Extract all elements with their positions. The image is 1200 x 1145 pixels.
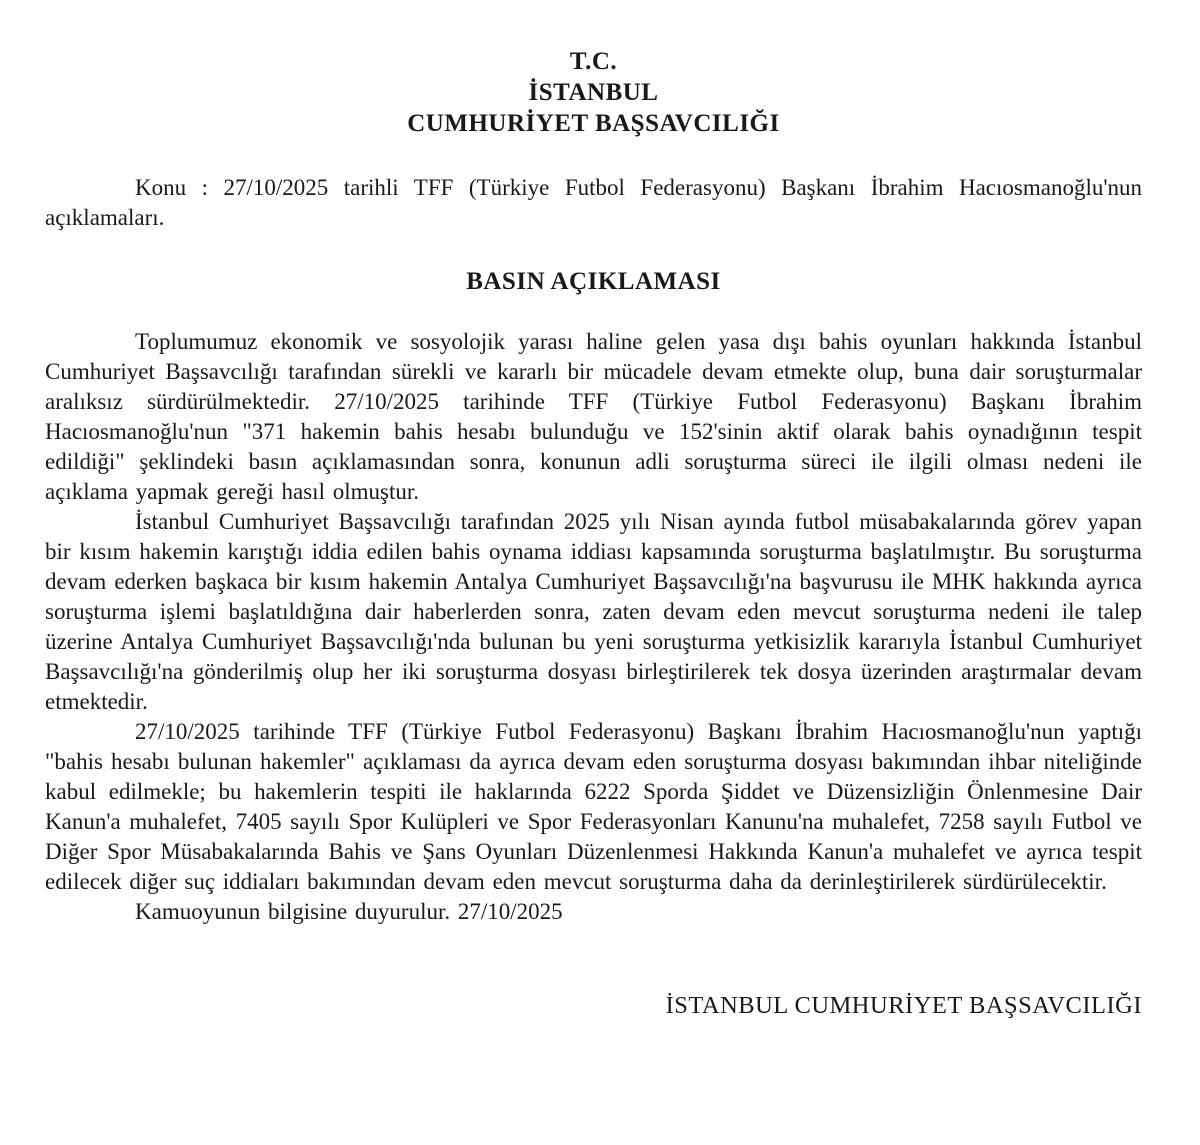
letterhead-line-republic: T.C. (569, 48, 618, 75)
signature-block: İSTANBUL CUMHURİYET BAŞSAVCILIĞI (665, 992, 1142, 1019)
letterhead-line-office: CUMHURİYET BAŞSAVCILIĞI (407, 110, 780, 137)
paragraph-2: İstanbul Cumhuriyet Başsavcılığı tarafından 2025 yılı Nisan ayında futbol müsabakalarında görev yapan bir kısım hakemin karıştığı iddia edilen bahis oynama iddiası kapsamında soruşturma başlatılmıştır. Bu soruşturma devam ederken başkaca bir kısım hakemin Antalya Cumhuriyet Başsavcılığı'na başvurusu ile MHK hakkında ayrıca soruşturma işlemi başlatıldığına dair haberlerden sonra, zaten devam eden mevcut soruşturma nedeni ile talep üzerine Antalya Cumhuriyet Başsavcılığı'nda bulunan bu yeni soruşturma yetkisizlik kararıyla İstanbul Cumhuriyet Başsavcılığı'na gönderilmiş olup her iki soruşturma dosyası birleştirilerek tek dosya üzerinden araştırmalar devam etmektedir. (45, 509, 1142, 714)
document-title: BASIN AÇIKLAMASI (466, 268, 721, 295)
subject-line: Konu : 27/10/2025 tarihli TFF (Türkiye Futbol Federasyonu) Başkanı İbrahim Hacıosmanoğlu'nun açıklamaları. (45, 175, 1142, 230)
letterhead (45, 46, 1142, 139)
paragraph-3: 27/10/2025 tarihinde TFF (Türkiye Futbol Federasyonu) Başkanı İbrahim Hacıosmanoğlu'nun yaptığı "bahis hesabı bulunan hakemler" açıklaması da ayrıca devam eden soruşturma dosyası bakımından ihbar niteliğinde kabul edilmekle; bu hakemlerin tespiti ile haklarında 6222 Sporda Şiddet ve Düzensizliğin Önlenmesine Dair Kanun'a muhalefet, 7405 sayılı Spor Kulüpleri ve Spor Federasyonları Kanunu'na muhalefet, 7258 sayılı Futbol ve Diğer Spor Müsabakalarında Bahis ve Şans Oyunları Düzenlenmesi Hakkında Kanun'a muhalefet ve ayrıca tespit edilecek diğer suç iddiaları bakımından devam eden mevcut soruşturma daha da derinleştirilerek sürdürülecektir. (45, 719, 1142, 894)
closing-line: Kamuoyunun bilgisine duyurulur. 27/10/2025 (135, 899, 563, 924)
letterhead-line-city: İSTANBUL (528, 79, 659, 106)
paragraph-1: Toplumumuz ekonomik ve sosyolojik yarası haline gelen yasa dışı bahis oyunları hakkında İstanbul Cumhuriyet Başsavcılığı tarafından sürekli ve kararlı bir mücadele devam etmekte olup, buna dair soruşturmalar aralıksız sürdürülmektedir. 27/10/2025 tarihinde TFF (Türkiye Futbol Federasyonu) Başkanı İbrahim Hacıosmanoğlu'nun "371 hakemin bahis hesabı bulunduğu ve 152'sinin aktif olarak bahis oynadığının tespit edildiği" şeklindeki basın açıklamasından sonra, konunun adli soruşturma süreci ile ilgili olması nedeni ile açıklama yapmak gereği hasıl olmuştur. (45, 329, 1142, 504)
